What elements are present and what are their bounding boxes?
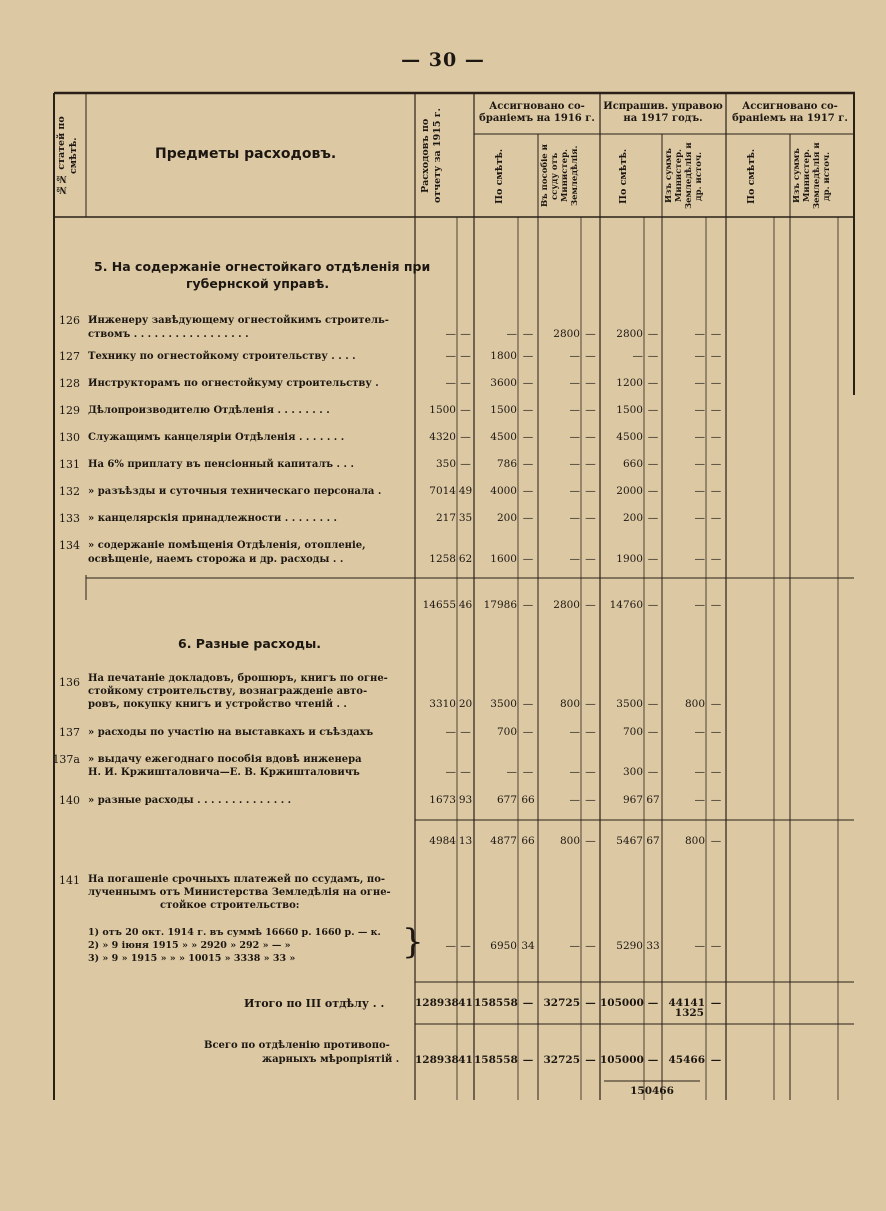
page-number: — 30 — <box>401 49 485 71</box>
cell-c5: — <box>694 794 705 806</box>
cell-c3: — <box>569 726 580 738</box>
cell-c5: — <box>694 377 705 389</box>
header-group-1917-requested: Испрашив. управою на 1917 годъ. <box>603 101 723 124</box>
cell-c5: 800 <box>684 698 705 710</box>
cell-c4: 5290 <box>616 940 643 952</box>
cell-c1-kop: — <box>460 940 471 952</box>
cell-c4: 105000 <box>600 997 644 1009</box>
row-141-loan-3: 3) » 9 » 1915 » » » 10015 » 3338 » 33 » <box>88 953 296 964</box>
cell-c4-kop: — <box>647 553 659 565</box>
cell-c2: 3600 <box>490 377 517 389</box>
cell-c5: — <box>694 553 705 565</box>
row-text: » канцелярскія принадлежности . . . . . . . . <box>88 513 338 524</box>
cell-c3-kop: — <box>585 377 596 389</box>
row-number: 128 <box>59 377 80 390</box>
cell-c3-kop: — <box>585 766 596 778</box>
cell-c4-kop: — <box>647 997 659 1009</box>
cell-c2-kop: 66 <box>521 794 535 806</box>
row-number: 126 <box>59 314 80 327</box>
cell-c1-kop: — <box>460 404 471 416</box>
cell-c5: — <box>694 512 705 524</box>
cell-c3: — <box>569 431 580 443</box>
cell-c3-kop: — <box>585 599 596 611</box>
header-1915: Расходовъ по отчету за 1915 г. <box>420 108 443 204</box>
cell-c4: 660 <box>622 458 643 470</box>
cell-c2-kop: — <box>522 766 534 778</box>
cell-c5: 44141 <box>668 997 705 1009</box>
cell-c5-kop: — <box>710 485 722 497</box>
header-article-number: №№ статей по смѣтѣ. <box>56 116 79 196</box>
cell-c2-kop: — <box>522 328 534 340</box>
cell-c3-kop: — <box>585 350 596 362</box>
row-141-text-2: лученнымъ отъ Министерства Земледѣлія на огне- <box>88 887 391 898</box>
row-141-text-1: На погашеніе срочныхъ платежей по ссудамъ, по- <box>88 874 386 885</box>
cell-c1: — <box>445 350 456 362</box>
header-subject: Предметы расходовъ. <box>155 146 337 162</box>
cell-c5-kop: — <box>710 997 722 1009</box>
row-number: 134 <box>59 539 80 552</box>
cell-c5: — <box>694 328 705 340</box>
cell-c4-kop: — <box>647 328 659 340</box>
header-group-1916: Ассигновано со-браніемъ на 1916 г. <box>479 101 595 124</box>
cell-c4-kop: — <box>647 404 659 416</box>
row-number: 137а <box>52 753 80 766</box>
cell-c4-kop: 33 <box>646 940 660 952</box>
section-5-title-line2: губернской управѣ. <box>186 276 330 291</box>
section-5-title-line1: 5. На содержаніе огнестойкаго отдѣленія при <box>94 259 431 274</box>
cell-c2-kop: — <box>522 377 534 389</box>
cell-c1-kop: 13 <box>458 835 473 847</box>
cell-c5: — <box>694 940 705 952</box>
cell-c3-kop: — <box>585 485 596 497</box>
cell-c4: 2000 <box>616 485 643 497</box>
cell-c5: — <box>694 350 705 362</box>
cell-c2-kop: — <box>522 1054 534 1066</box>
vsego-label-1: Всего по отдѣленію противопо- <box>204 1040 390 1051</box>
cell-c4: 1500 <box>616 404 643 416</box>
cell-c2: 1800 <box>490 350 517 362</box>
itogo-c5-second: 1325 <box>674 1007 704 1019</box>
cell-c2: 4000 <box>490 485 517 497</box>
cell-c4: 1900 <box>616 553 643 565</box>
cell-c2: 6950 <box>490 940 517 952</box>
cell-c5-kop: — <box>710 599 722 611</box>
cell-c5: — <box>694 431 705 443</box>
row-number: 137 <box>59 726 80 739</box>
cell-c3-kop: — <box>585 835 596 847</box>
header-1916-smeta: По смѣтѣ. <box>494 148 505 204</box>
cell-c3-kop: — <box>585 1054 596 1066</box>
row-text: Дѣлопроизводителю Отдѣленія . . . . . . . . <box>88 405 330 416</box>
cell-c5-kop: — <box>710 794 722 806</box>
cell-c2: 786 <box>496 458 517 470</box>
row-text: » разные расходы . . . . . . . . . . . . . . <box>88 795 292 806</box>
cell-c5-kop: — <box>710 404 722 416</box>
cell-c4: 14760 <box>609 599 643 611</box>
cell-c4-kop: — <box>647 698 659 710</box>
cell-c4-kop: — <box>647 431 659 443</box>
row-141-loan-1: 1) отъ 20 окт. 1914 г. въ суммѣ 16660 р. 1660 р. — к. <box>88 927 381 938</box>
row-number: 129 <box>59 404 80 417</box>
cell-c2: 1500 <box>490 404 517 416</box>
cell-c1: 1258 <box>429 553 456 565</box>
cell-c1: — <box>445 766 456 778</box>
cell-c5-kop: — <box>710 698 722 710</box>
row-number: 141 <box>59 874 80 887</box>
cell-c2: 677 <box>496 794 517 806</box>
header-1916-posobie: Въ пособіе и ссуду отъ Министер. Земледѣлія. <box>540 144 580 208</box>
row-text-cont: освѣщеніе, наемъ сторожа и др. расходы . . <box>88 554 344 565</box>
cell-c2-kop: — <box>522 431 534 443</box>
cell-c5-kop: — <box>710 766 722 778</box>
cell-c5: — <box>694 726 705 738</box>
cell-c3: — <box>569 350 580 362</box>
row-text: » разъѣзды и суточныя техническаго персонала . <box>88 486 382 497</box>
cell-c5-kop: — <box>710 940 722 952</box>
cell-c1-kop: 41 <box>458 1054 473 1066</box>
itogo-label: Итого по III отдѣлу . . <box>244 997 385 1010</box>
cell-c4: 5467 <box>616 835 643 847</box>
row-number: 136 <box>59 676 80 689</box>
cell-c1: — <box>445 328 456 340</box>
row-number: 140 <box>59 794 80 807</box>
cell-c3-kop: — <box>585 726 596 738</box>
cell-c1: 4320 <box>429 431 456 443</box>
cell-c4-kop: 67 <box>646 794 660 806</box>
cell-c3-kop: — <box>585 404 596 416</box>
section-6-title: 6. Разные расходы. <box>178 636 322 651</box>
cell-c2-kop: — <box>522 997 534 1009</box>
row-number: 132 <box>59 485 80 498</box>
cell-c1-kop: — <box>460 350 471 362</box>
cell-c3: — <box>569 404 580 416</box>
cell-c1: 1673 <box>429 794 456 806</box>
cell-c2-kop: — <box>522 458 534 470</box>
cell-c5: — <box>694 404 705 416</box>
cell-c3: — <box>569 766 580 778</box>
cell-c1: 4984 <box>429 835 456 847</box>
cell-c4-kop: — <box>647 766 659 778</box>
row-text: » выдачу ежегоднаго пособія вдовѣ инженера <box>88 754 362 765</box>
cell-c1-kop: 46 <box>458 599 473 611</box>
cell-c3: 32725 <box>543 997 580 1009</box>
vsego-grand-total: 150466 <box>630 1085 674 1097</box>
cell-c5-kop: — <box>710 512 722 524</box>
cell-c5: — <box>694 485 705 497</box>
cell-c3: — <box>569 485 580 497</box>
cell-c3-kop: — <box>585 512 596 524</box>
row-141-brace: } <box>402 922 424 962</box>
cell-c1: — <box>445 726 456 738</box>
cell-c4-kop: — <box>647 485 659 497</box>
cell-c2: 200 <box>496 512 517 524</box>
cell-c1: — <box>445 377 456 389</box>
cell-c1-kop: 49 <box>458 485 473 497</box>
cell-c1-kop: — <box>460 431 471 443</box>
row-text: Инженеру завѣдующему огнестойкимъ строитель- <box>88 315 389 326</box>
cell-c2-kop: — <box>522 698 534 710</box>
cell-c2-kop: 66 <box>521 835 535 847</box>
cell-c2: 4877 <box>490 835 517 847</box>
cell-c5: 800 <box>684 835 705 847</box>
cell-c2-kop: — <box>522 553 534 565</box>
cell-c5-kop: — <box>710 377 722 389</box>
cell-c3: 2800 <box>553 328 580 340</box>
cell-c3: — <box>569 512 580 524</box>
header-group-1917-assigned: Ассигновано со-браніемъ на 1917 г. <box>732 101 848 124</box>
row-text: Инструкторамъ по огнестойкуму строительству . <box>88 378 379 389</box>
cell-c1-kop: — <box>460 458 471 470</box>
cell-c2-kop: — <box>522 599 534 611</box>
cell-c2: 700 <box>496 726 517 738</box>
header-assigned-smeta: По смѣтѣ. <box>746 148 757 204</box>
cell-c4-kop: — <box>647 512 659 524</box>
cell-c3-kop: — <box>585 794 596 806</box>
row-number: 130 <box>59 431 80 444</box>
row-141-loan-2: 2) » 9 іюня 1915 » » 2920 » 292 » — » <box>88 940 291 951</box>
header-requested-smeta: По смѣтѣ. <box>618 148 629 204</box>
cell-c4: 200 <box>622 512 643 524</box>
cell-c3: 2800 <box>553 599 580 611</box>
cell-c4-kop: — <box>647 599 659 611</box>
row-number: 131 <box>59 458 80 471</box>
cell-c4-kop: — <box>647 1054 659 1066</box>
row-text: » расходы по участію на выставкахъ и съѣздахъ <box>88 727 374 738</box>
cell-c3-kop: — <box>585 431 596 443</box>
cell-c5-kop: — <box>710 835 722 847</box>
cell-c3: — <box>569 377 580 389</box>
cell-c1: 1500 <box>429 404 456 416</box>
cell-c3: 800 <box>559 698 580 710</box>
cell-c2: 1600 <box>490 553 517 565</box>
cell-c3: — <box>569 553 580 565</box>
row-text: На печатаніе докладовъ, брошюръ, книгъ по огне- <box>88 673 388 684</box>
cell-c5-kop: — <box>710 458 722 470</box>
cell-c5-kop: — <box>710 726 722 738</box>
cell-c4: 300 <box>622 766 643 778</box>
cell-c2: 158558 <box>474 1054 518 1066</box>
cell-c3-kop: — <box>585 328 596 340</box>
cell-c1-kop: — <box>460 726 471 738</box>
row-text: Служащимъ канцеляріи Отдѣленія . . . . . . . <box>88 432 345 443</box>
cell-c5-kop: — <box>710 431 722 443</box>
cell-c4: 3500 <box>616 698 643 710</box>
row-text: » содержаніе помѣщенія Отдѣленія, отопленіе, <box>88 540 366 551</box>
row-text-cont: стойкому строительству, вознагражденіе авто- <box>88 686 368 697</box>
cell-c2-kop: — <box>522 350 534 362</box>
cell-c3: — <box>569 458 580 470</box>
cell-c1: 3310 <box>429 698 456 710</box>
cell-c4: 967 <box>622 794 643 806</box>
cell-c5-kop: — <box>710 553 722 565</box>
cell-c1-kop: — <box>460 766 471 778</box>
vsego-label-2: жарныхъ мѣропріятій . <box>262 1054 400 1065</box>
cell-c4: 2800 <box>616 328 643 340</box>
cell-c2-kop: — <box>522 404 534 416</box>
cell-c3: 800 <box>559 835 580 847</box>
cell-c1: 128938 <box>415 997 459 1009</box>
cell-c1-kop: — <box>460 377 471 389</box>
cell-c5: 45466 <box>668 1054 705 1066</box>
header-assigned-other: Изъ суммъ Министер. Земледѣлія и др. источ. <box>792 142 832 210</box>
cell-c1-kop: 62 <box>458 553 473 565</box>
row-text: На 6% приплату въ пенсіонный капиталъ . . . <box>88 459 354 470</box>
cell-c2: — <box>506 328 517 340</box>
cell-c1-kop: 35 <box>458 512 473 524</box>
row-number: 133 <box>59 512 80 525</box>
row-text-cont: Н. И. Кржишталовича—Е. В. Кржишталовичъ <box>88 767 360 778</box>
cell-c3-kop: — <box>585 698 596 710</box>
row-number: 127 <box>59 350 80 363</box>
cell-c4: 4500 <box>616 431 643 443</box>
cell-c2: 4500 <box>490 431 517 443</box>
cell-c1-kop: — <box>460 328 471 340</box>
cell-c5: — <box>694 599 705 611</box>
cell-c5-kop: — <box>710 1054 722 1066</box>
cell-c1: 350 <box>435 458 456 470</box>
cell-c4: 1200 <box>616 377 643 389</box>
row-141-text-3: стойкое строительство: <box>160 900 300 911</box>
cell-c1: — <box>445 940 456 952</box>
cell-c2: — <box>506 766 517 778</box>
header-requested-other: Изъ суммъ Министер. Земледѣлія и др. источ. <box>664 142 704 210</box>
cell-c2-kop: — <box>522 512 534 524</box>
cell-c2-kop: — <box>522 726 534 738</box>
cell-c4-kop: — <box>647 377 659 389</box>
cell-c1-kop: 93 <box>458 794 473 806</box>
cell-c4: 700 <box>622 726 643 738</box>
cell-c3: — <box>569 940 580 952</box>
cell-c4-kop: — <box>647 350 659 362</box>
row-text: Технику по огнестойкому строительству . . . . <box>88 351 356 362</box>
cell-c2-kop: — <box>522 485 534 497</box>
cell-c3-kop: — <box>585 940 596 952</box>
cell-c4: — <box>632 350 643 362</box>
cell-c3-kop: — <box>585 458 596 470</box>
cell-c5: — <box>694 458 705 470</box>
cell-c3: 32725 <box>543 1054 580 1066</box>
cell-c4-kop: 67 <box>646 835 660 847</box>
cell-c1: 7014 <box>429 485 456 497</box>
cell-c2: 3500 <box>490 698 517 710</box>
cell-c3-kop: — <box>585 553 596 565</box>
cell-c1-kop: 41 <box>458 997 473 1009</box>
cell-c5: — <box>694 766 705 778</box>
cell-c2-kop: 34 <box>521 940 535 952</box>
cell-c2: 17986 <box>483 599 517 611</box>
cell-c5-kop: — <box>710 350 722 362</box>
cell-c3: — <box>569 794 580 806</box>
cell-c4-kop: — <box>647 726 659 738</box>
cell-c5-kop: — <box>710 328 722 340</box>
cell-c2: 158558 <box>474 997 518 1009</box>
row-text-cont: ровъ, покупку книгъ и устройство чтеній . . <box>88 699 347 710</box>
cell-c3-kop: — <box>585 997 596 1009</box>
row-text-cont: ствомъ . . . . . . . . . . . . . . . . . <box>88 329 249 340</box>
cell-c1: 14655 <box>422 599 456 611</box>
cell-c1-kop: 20 <box>458 698 473 710</box>
cell-c4: 105000 <box>600 1054 644 1066</box>
cell-c1: 128938 <box>415 1054 459 1066</box>
cell-c1: 217 <box>435 512 456 524</box>
cell-c4-kop: — <box>647 458 659 470</box>
